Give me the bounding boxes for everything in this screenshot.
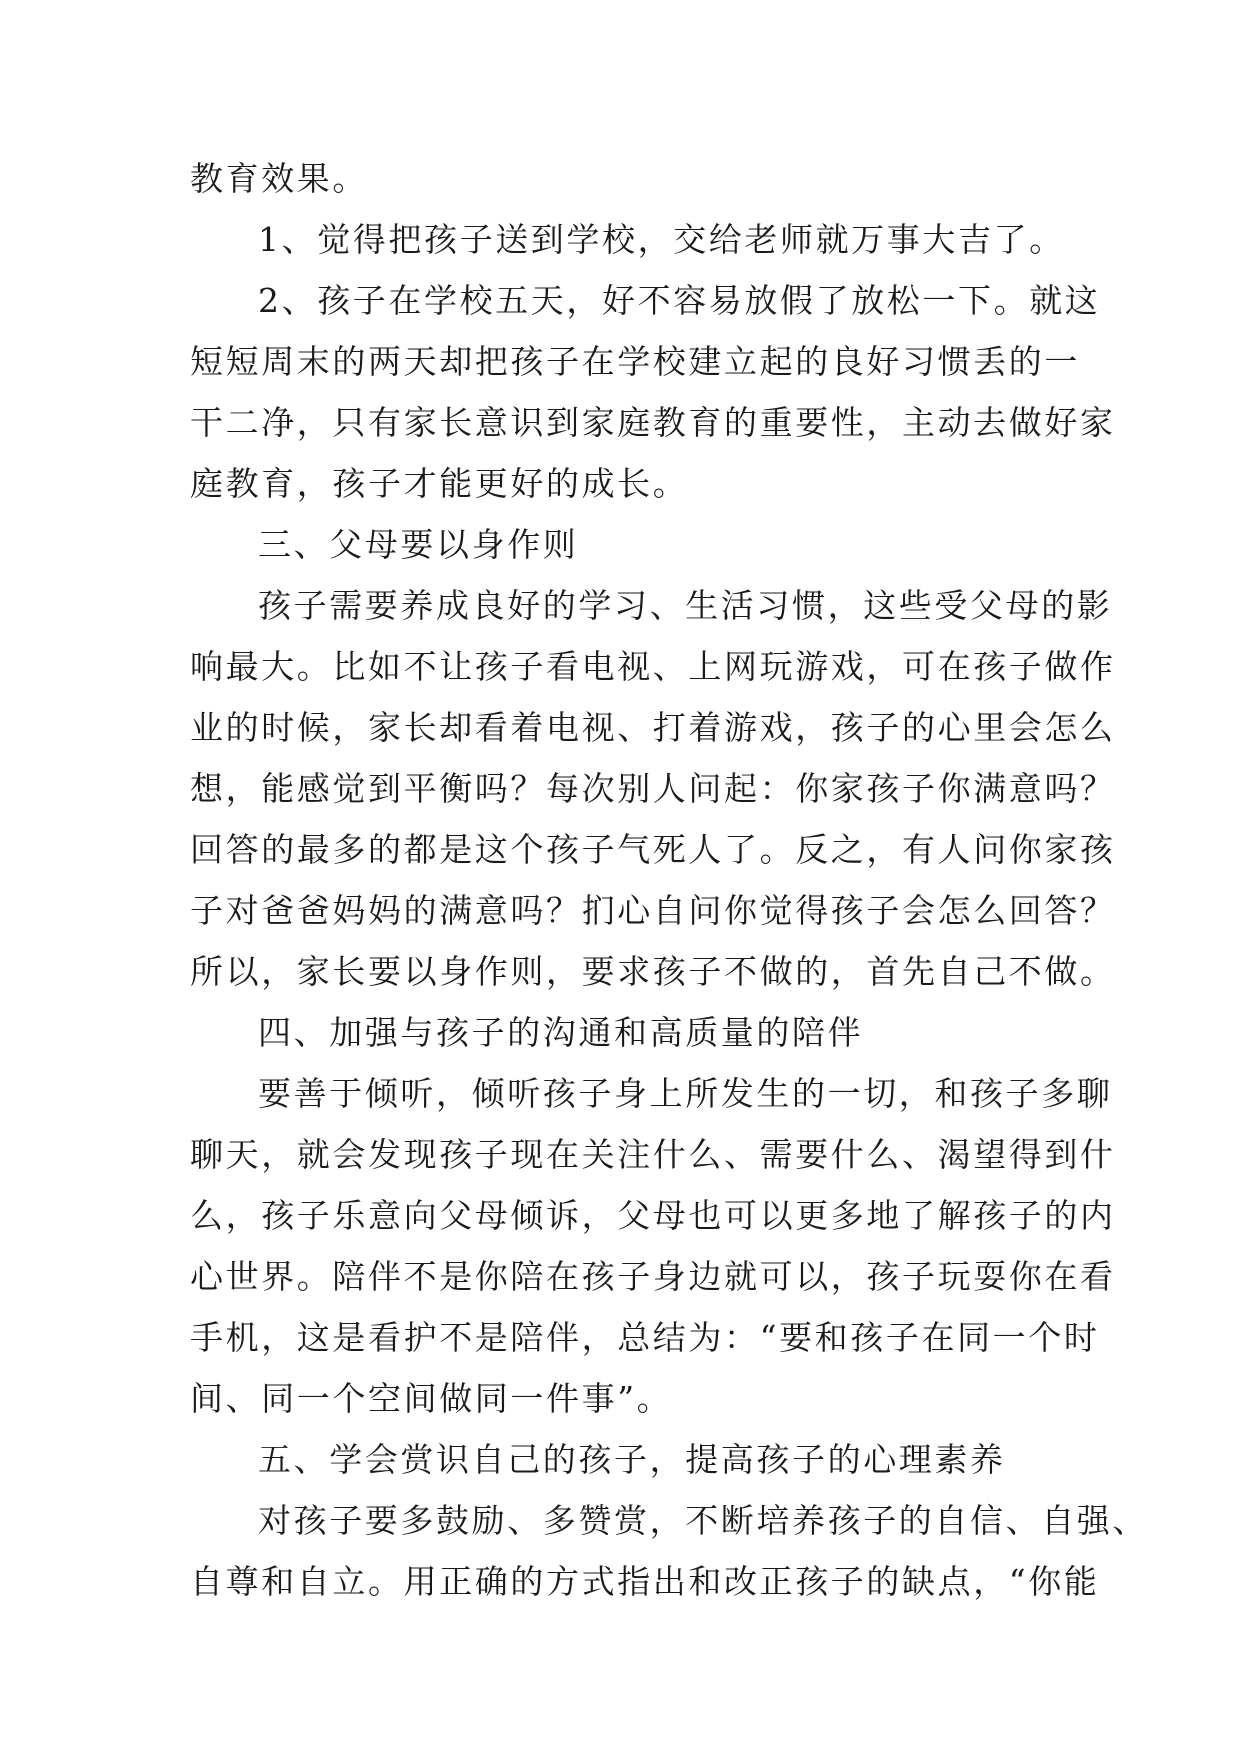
text-line: 对孩子要多鼓励、多赞赏，不断培养孩子的自信、自强、 [258,1501,1148,1540]
text-line: 2、孩子在学校五天，好不容易放假了放松一下。就这 [258,281,1101,320]
text-line: 四、加强与孩子的沟通和高质量的陪伴 [258,1013,864,1052]
text-line: 孩子需要养成良好的学习、生活习惯，这些受父母的影 [258,586,1113,625]
text-line: 间、同一个空间做同一件事”。 [190,1379,673,1418]
text-line: 手机，这是看护不是陪伴，总结为：“要和孩子在同一个时 [190,1318,1100,1357]
document-body [190,148,1148,1612]
text-line: 自尊和自立。用正确的方式指出和改正孩子的缺点，“你能 [190,1562,1100,1601]
text-line: 聊天，就会发现孩子现在关注什么、需要什么、渴望得到什 [190,1135,1116,1174]
text-line: 三、父母要以身作则 [258,525,579,564]
text-line: 所以，家长要以身作则，要求孩子不做的，首先自己不做。 [190,952,1116,991]
text-line: 想，能感觉到平衡吗？每次别人问起：你家孩子你满意吗？ [190,769,1116,808]
text-line: 子对爸爸妈妈的满意吗？扪心自问你觉得孩子会怎么回答？ [190,891,1116,930]
text-line: 1、觉得把孩子送到学校，交给老师就万事大吉了。 [258,220,1065,259]
text-line: 么，孩子乐意向父母倾诉，父母也可以更多地了解孩子的内 [190,1196,1116,1235]
text-line: 教育效果。 [190,159,368,198]
text-line: 心世界。陪伴不是你陪在孩子身边就可以，孩子玩耍你在看 [190,1257,1116,1296]
text-line: 庭教育，孩子才能更好的成长。 [190,464,689,503]
text-line: 响最大。比如不让孩子看电视、上网玩游戏，可在孩子做作 [190,647,1116,686]
text-line: 回答的最多的都是这个孩子气死人了。反之，有人问你家孩 [190,830,1116,869]
text-line: 短短周末的两天却把孩子在学校建立起的良好习惯丢的一 [190,342,1080,381]
text-line: 干二净，只有家长意识到家庭教育的重要性，主动去做好家 [190,403,1116,442]
text-line: 业的时候，家长却看着电视、打着游戏，孩子的心里会怎么 [190,708,1116,747]
text-line: 五、学会赏识自己的孩子，提高孩子的心理素养 [258,1440,1006,1479]
text-line: 要善于倾听，倾听孩子身上所发生的一切，和孩子多聊 [258,1074,1113,1113]
